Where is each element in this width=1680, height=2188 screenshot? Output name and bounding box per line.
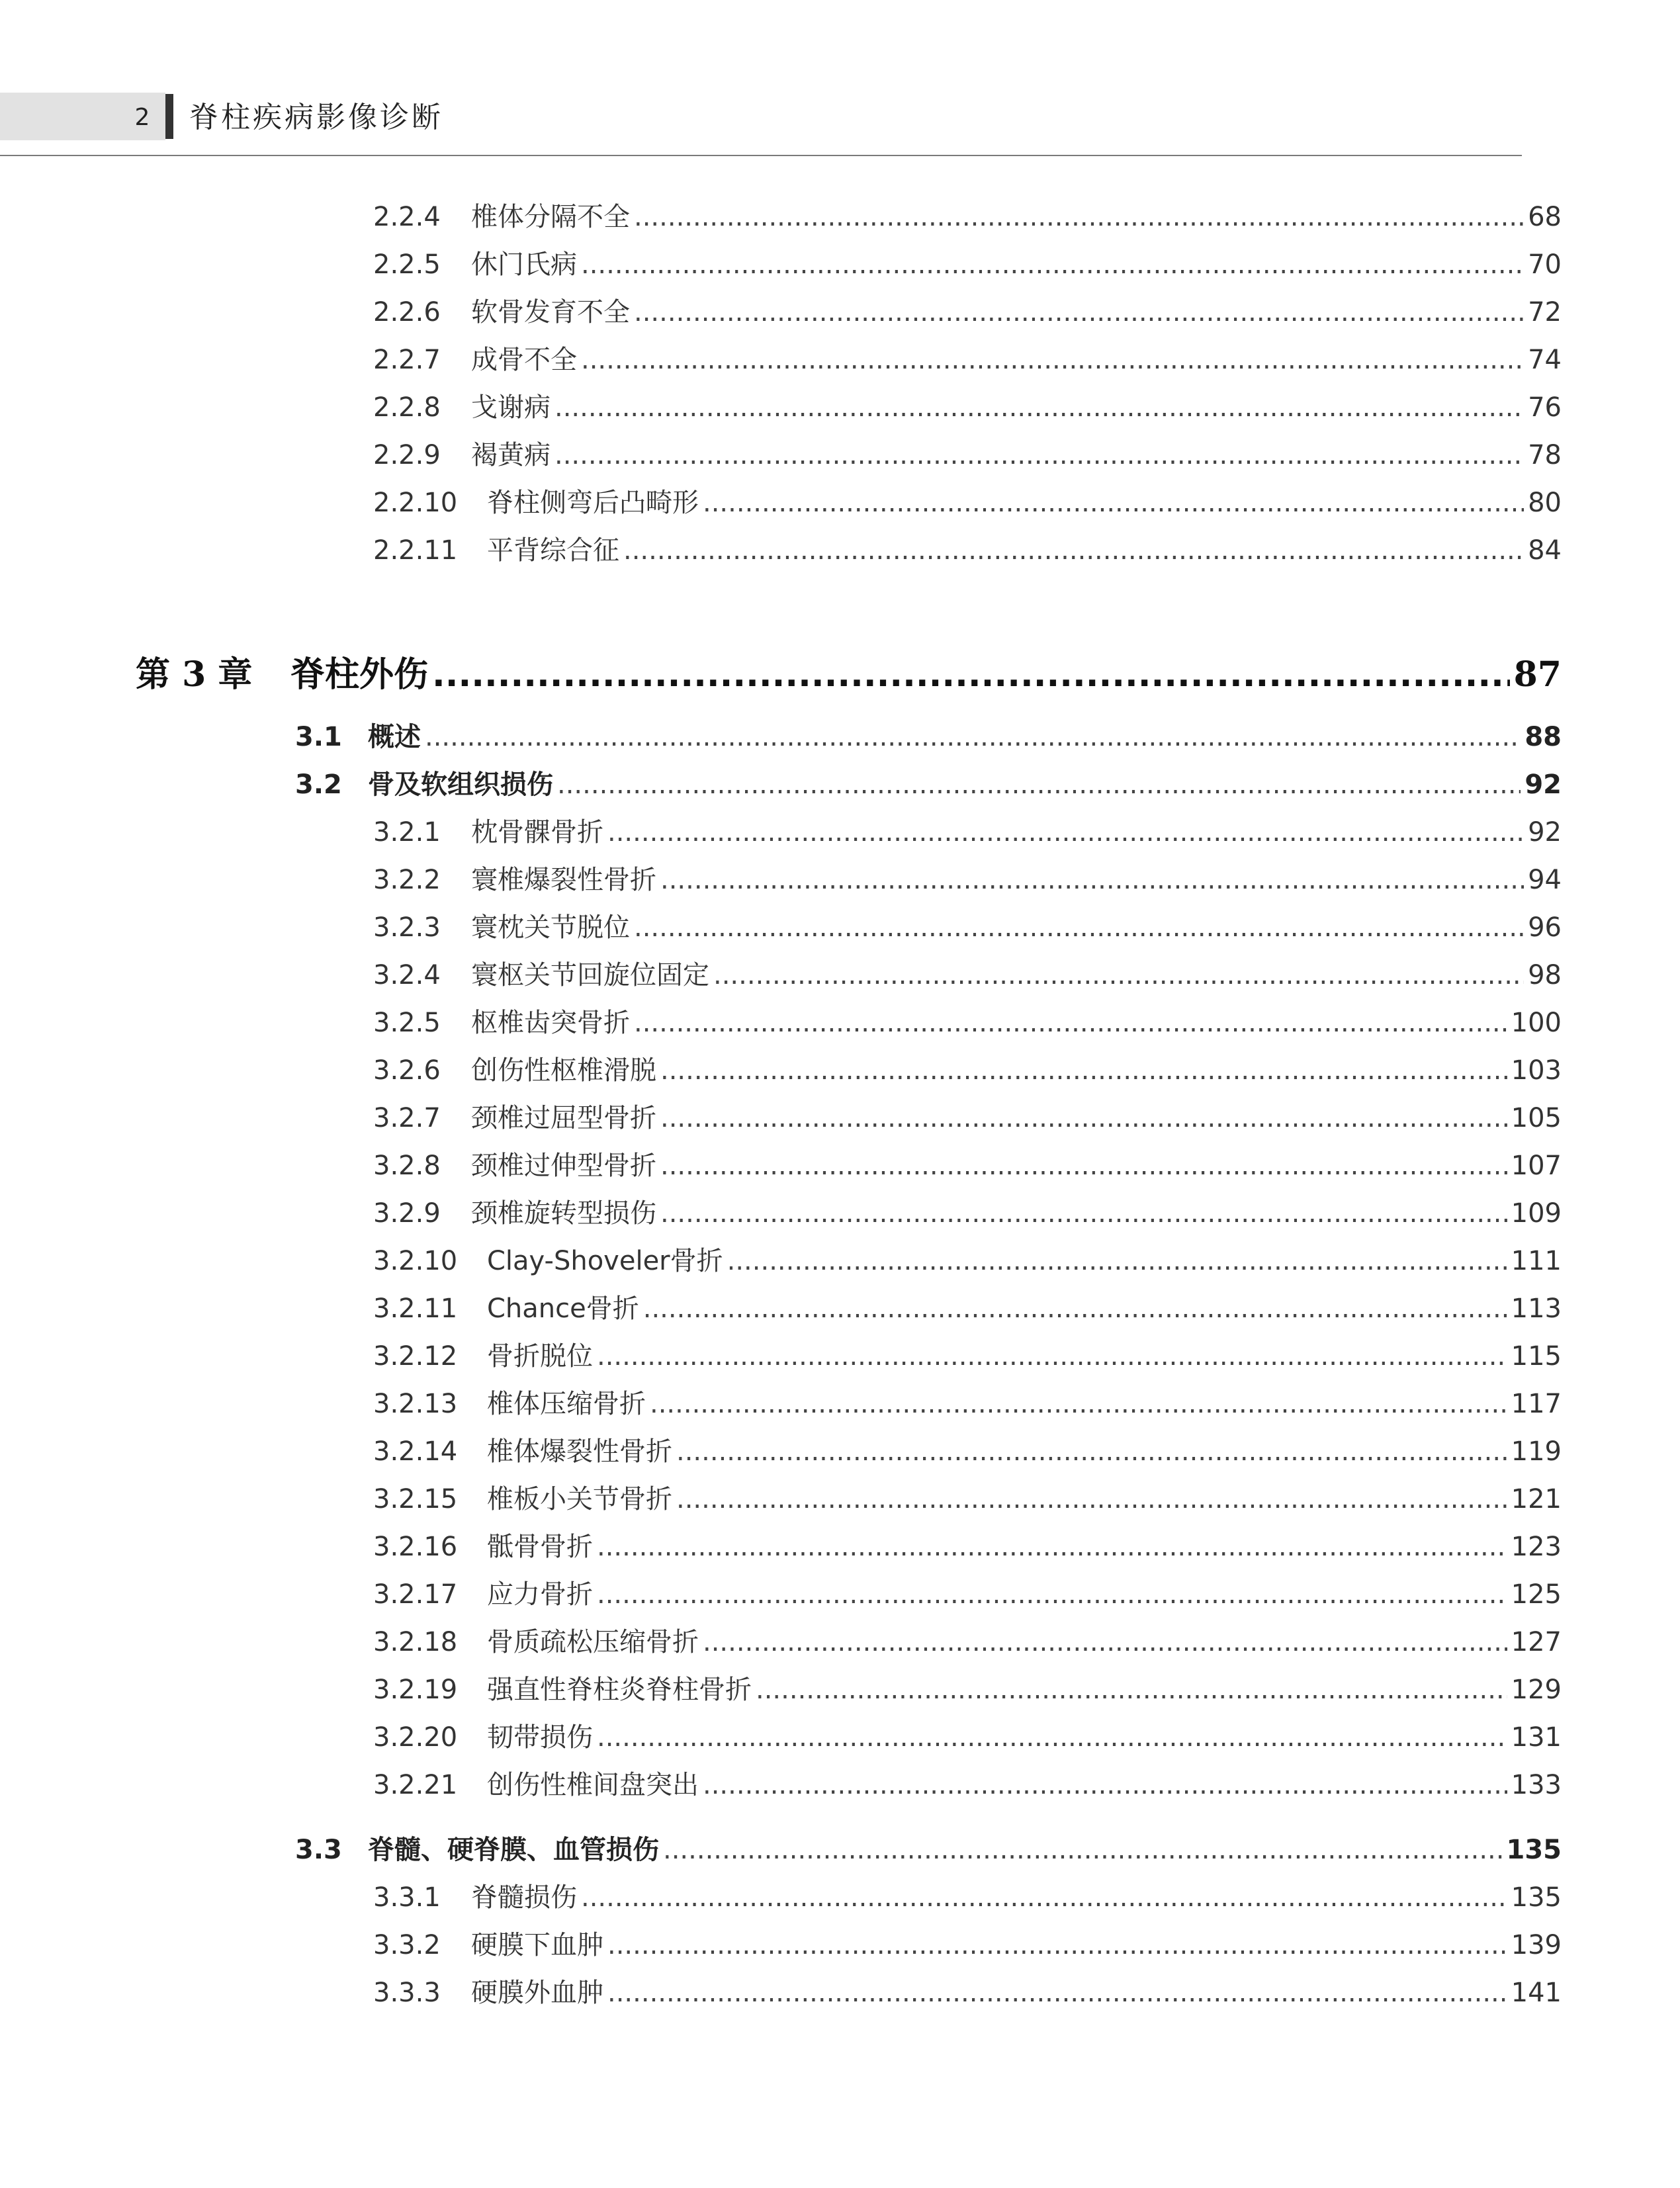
toc-entry[interactable]	[0, 1098, 1562, 1138]
toc-leader	[634, 292, 1524, 332]
toc-entry-page: 92	[1528, 817, 1562, 848]
toc-leader	[660, 860, 1524, 900]
toc-entry-number: 3.2.11	[373, 1293, 458, 1324]
toc-entry[interactable]	[0, 812, 1562, 852]
toc-entry[interactable]	[0, 1479, 1562, 1519]
toc-section-3-2[interactable]	[0, 765, 1562, 805]
toc-entry-number: 3.2.17	[373, 1579, 458, 1610]
toc-entry[interactable]	[0, 1973, 1562, 2013]
toc-entry-page: 76	[1528, 392, 1562, 423]
toc-leader	[660, 1194, 1507, 1233]
toc-entry-page: 135	[1511, 1882, 1562, 1913]
toc-entry[interactable]	[0, 1878, 1562, 1917]
toc-leader	[727, 1241, 1507, 1281]
toc-entry-page: 125	[1511, 1579, 1562, 1610]
toc-chapter-number: 第 3 章	[136, 654, 253, 695]
toc-leader	[554, 388, 1524, 427]
toc-leader	[554, 435, 1524, 475]
toc-entry-title: 创伤性枢椎滑脱	[471, 1055, 656, 1086]
toc-entry-page: 68	[1528, 202, 1562, 232]
toc-entry-page: 129	[1511, 1675, 1562, 1705]
toc-entry-page: 84	[1528, 535, 1562, 566]
toc-entry-page: 109	[1511, 1198, 1562, 1229]
toc-section-3-3[interactable]	[0, 1830, 1562, 1870]
toc-leader	[634, 1003, 1507, 1043]
toc-leader	[634, 197, 1524, 237]
toc-entry-title: 强直性脊柱炎脊柱骨折	[487, 1675, 752, 1705]
toc-entry[interactable]	[0, 908, 1562, 947]
toc-entry-page: 80	[1528, 488, 1562, 518]
toc-entry-number: 3.3.1	[373, 1882, 441, 1913]
toc-entry-title: 颈椎过伸型骨折	[471, 1151, 656, 1181]
toc-leader	[703, 483, 1524, 523]
toc-entry-page: 121	[1511, 1484, 1562, 1514]
toc-entry-title: 平背综合征	[487, 535, 619, 566]
toc-entry-number: 3.2.9	[373, 1198, 441, 1229]
toc-leader	[581, 245, 1524, 284]
toc-leader	[713, 955, 1524, 995]
toc-entry-number: 3.2.16	[373, 1532, 458, 1562]
toc-entry[interactable]	[0, 1384, 1562, 1424]
toc-entry-number: 3.2.10	[373, 1246, 458, 1276]
toc-entry[interactable]	[0, 435, 1562, 475]
toc-entry[interactable]	[0, 1765, 1562, 1805]
toc-entry-number: 2.2.5	[373, 249, 441, 280]
toc-leader	[425, 717, 1521, 757]
toc-entry-number: 3.2.19	[373, 1675, 458, 1705]
toc-entry[interactable]	[0, 292, 1562, 332]
toc-entry[interactable]	[0, 197, 1562, 237]
toc-leader	[597, 1575, 1507, 1614]
toc-entry[interactable]	[0, 1575, 1562, 1614]
toc-leader	[660, 1051, 1507, 1090]
toc-leader	[432, 648, 1510, 701]
toc-entry-title: 椎体分隔不全	[471, 202, 630, 232]
toc-leader	[660, 1098, 1507, 1138]
toc-section-title: 概述	[368, 722, 421, 752]
toc-entry-number: 2.2.4	[373, 202, 441, 232]
toc-entry-title: 韧带损伤	[487, 1722, 593, 1753]
toc-leader	[597, 1718, 1507, 1757]
toc-entry[interactable]	[0, 340, 1562, 380]
toc-entry-number: 3.2.20	[373, 1722, 458, 1753]
toc-entry[interactable]	[0, 531, 1562, 570]
toc-entry-title: 骨质疏松压缩骨折	[487, 1627, 699, 1657]
toc-section-number: 3.3	[295, 1835, 342, 1865]
toc-entry-page: 131	[1511, 1722, 1562, 1753]
toc-leader	[703, 1765, 1507, 1805]
toc-leader	[676, 1479, 1507, 1519]
toc-entry[interactable]	[0, 245, 1562, 284]
toc-entry-page: 111	[1511, 1246, 1562, 1276]
toc-entry-title: 寰枢关节回旋位固定	[471, 960, 709, 990]
toc-leader	[581, 1878, 1507, 1917]
toc-section-number: 3.2	[295, 769, 342, 800]
toc-entry-number: 3.2.21	[373, 1770, 458, 1800]
toc-section-title: 骨及软组织损伤	[368, 769, 553, 800]
toc-entry-page: 117	[1511, 1389, 1562, 1419]
toc-entry-title: 应力骨折	[487, 1579, 593, 1610]
toc-entry-title: 硬膜下血肿	[471, 1930, 603, 1960]
toc-entry-title: 创伤性椎间盘突出	[487, 1770, 699, 1800]
toc-entry-title: Clay-Shoveler骨折	[487, 1246, 723, 1276]
toc-entry-number: 3.2.2	[373, 865, 441, 895]
toc-entry-title: 寰椎爆裂性骨折	[471, 865, 656, 895]
toc-entry-page: 70	[1528, 249, 1562, 280]
toc-entry-title: 椎板小关节骨折	[487, 1484, 672, 1514]
toc-entry-title: 枢椎齿突骨折	[471, 1008, 630, 1038]
toc-entry-page: 141	[1511, 1978, 1562, 2008]
toc-leader	[581, 340, 1524, 380]
toc-entry[interactable]	[0, 1432, 1562, 1471]
toc-entry[interactable]	[0, 1051, 1562, 1090]
toc-chapter-page: 87	[1513, 654, 1562, 695]
page-number: 2	[134, 104, 150, 131]
toc-leader	[623, 531, 1524, 570]
toc-entry[interactable]	[0, 860, 1562, 900]
toc-entry-number: 2.2.9	[373, 440, 441, 470]
toc-entry-title: 颈椎过屈型骨折	[471, 1103, 656, 1133]
toc-entry-title: 戈谢病	[471, 392, 551, 423]
toc-section-3-1[interactable]	[0, 717, 1562, 757]
toc-entry-page: 105	[1511, 1103, 1562, 1133]
toc-entry-title: 成骨不全	[471, 345, 577, 375]
toc-entry-number: 3.2.15	[373, 1484, 458, 1514]
toc-section-page: 135	[1506, 1835, 1562, 1865]
toc-entry-title: 褐黄病	[471, 440, 551, 470]
toc-entry-title: 休门氏病	[471, 249, 577, 280]
toc-entry-page: 113	[1511, 1293, 1562, 1324]
toc-entry-number: 2.2.10	[373, 488, 458, 518]
toc-entry-number: 3.2.12	[373, 1341, 458, 1372]
toc-entry-number: 3.3.2	[373, 1930, 441, 1960]
toc-entry[interactable]	[0, 1670, 1562, 1710]
toc-leader	[557, 765, 1521, 805]
toc-section-page: 92	[1525, 769, 1562, 800]
toc-entry[interactable]	[0, 1289, 1562, 1329]
toc-entry-number: 2.2.8	[373, 392, 441, 423]
toc-entry-number: 3.2.14	[373, 1436, 458, 1467]
toc-leader	[756, 1670, 1507, 1710]
toc-entry-number: 3.2.18	[373, 1627, 458, 1657]
book-title: 脊柱疾病影像诊断	[189, 101, 443, 134]
toc-entry-page: 139	[1511, 1930, 1562, 1960]
toc-entry[interactable]	[0, 1336, 1562, 1376]
toc-entry[interactable]	[0, 1146, 1562, 1186]
toc-leader	[703, 1622, 1507, 1662]
toc-leader	[607, 1973, 1507, 2013]
toc-entry-title: 寰枕关节脱位	[471, 912, 630, 943]
toc-entry-number: 3.2.5	[373, 1008, 441, 1038]
toc-entry-title: 脊柱侧弯后凸畸形	[487, 488, 699, 518]
toc-entry-title: 颈椎旋转型损伤	[471, 1198, 656, 1229]
toc-entry-page: 133	[1511, 1770, 1562, 1800]
header-divider-bar	[165, 94, 173, 139]
toc-entry-title: 椎体爆裂性骨折	[487, 1436, 672, 1467]
toc-entry-title: 骶骨骨折	[487, 1532, 593, 1562]
toc-entry-page: 74	[1528, 345, 1562, 375]
toc-entry-page: 98	[1528, 960, 1562, 990]
toc-entry-title: 脊髓损伤	[471, 1882, 577, 1913]
toc-entry-number: 2.2.6	[373, 297, 441, 328]
toc-entry[interactable]	[0, 1241, 1562, 1281]
toc-leader	[663, 1830, 1503, 1870]
toc-entry-page: 119	[1511, 1436, 1562, 1467]
toc-entry-number: 3.2.6	[373, 1055, 441, 1086]
toc-entry-page: 78	[1528, 440, 1562, 470]
toc-leader	[607, 812, 1524, 852]
toc-entry-page: 127	[1511, 1627, 1562, 1657]
toc-entry-page: 103	[1511, 1055, 1562, 1086]
toc-entry[interactable]	[0, 388, 1562, 427]
toc-entry-number: 3.2.3	[373, 912, 441, 943]
toc-entry-title: Chance骨折	[487, 1293, 639, 1324]
toc-entry[interactable]	[0, 1194, 1562, 1233]
toc-section-number: 3.1	[295, 722, 342, 752]
toc-entry-number: 3.3.3	[373, 1978, 441, 2008]
toc-entry-title: 枕骨髁骨折	[471, 817, 603, 848]
toc-entry-number: 3.2.13	[373, 1389, 458, 1419]
toc-entry-title: 骨折脱位	[487, 1341, 593, 1372]
toc-entry[interactable]	[0, 483, 1562, 523]
toc-entry[interactable]	[0, 1718, 1562, 1757]
toc-entry-page: 115	[1511, 1341, 1562, 1372]
toc-entry[interactable]	[0, 1003, 1562, 1043]
toc-entry-page: 72	[1528, 297, 1562, 328]
toc-entry[interactable]	[0, 955, 1562, 995]
toc-entry-number: 3.2.8	[373, 1151, 441, 1181]
toc-entry-page: 107	[1511, 1151, 1562, 1181]
toc-leader	[607, 1925, 1507, 1965]
toc-chapter-title: 脊柱外伤	[290, 655, 429, 695]
toc-entry-page: 123	[1511, 1532, 1562, 1562]
toc-entry-title: 硬膜外血肿	[471, 1978, 603, 2008]
toc-entry-page: 100	[1511, 1008, 1562, 1038]
toc-section-page: 88	[1525, 722, 1562, 752]
toc-leader	[634, 908, 1524, 947]
toc-leader	[643, 1289, 1507, 1329]
toc-entry[interactable]	[0, 1622, 1562, 1662]
toc-entry[interactable]	[0, 1925, 1562, 1965]
toc-entry-number: 2.2.11	[373, 535, 458, 566]
toc-entry-number: 3.2.1	[373, 817, 441, 848]
toc-section-title: 脊髓、硬脊膜、血管损伤	[368, 1835, 659, 1865]
toc-entry-title: 软骨发育不全	[471, 297, 630, 328]
toc-leader	[660, 1146, 1507, 1186]
toc-entry[interactable]	[0, 1527, 1562, 1567]
toc-entry-title: 椎体压缩骨折	[487, 1389, 646, 1419]
toc-entry-number: 3.2.7	[373, 1103, 441, 1133]
toc-chapter-3[interactable]	[0, 648, 1562, 701]
toc-entry-number: 3.2.4	[373, 960, 441, 990]
toc-entry-number: 2.2.7	[373, 345, 441, 375]
toc-entry-page: 96	[1528, 912, 1562, 943]
toc-entry-page: 94	[1528, 865, 1562, 895]
toc-leader	[676, 1432, 1507, 1471]
toc-leader	[597, 1336, 1507, 1376]
toc-leader	[597, 1527, 1507, 1567]
toc-leader	[650, 1384, 1507, 1424]
header-rule	[0, 155, 1522, 156]
